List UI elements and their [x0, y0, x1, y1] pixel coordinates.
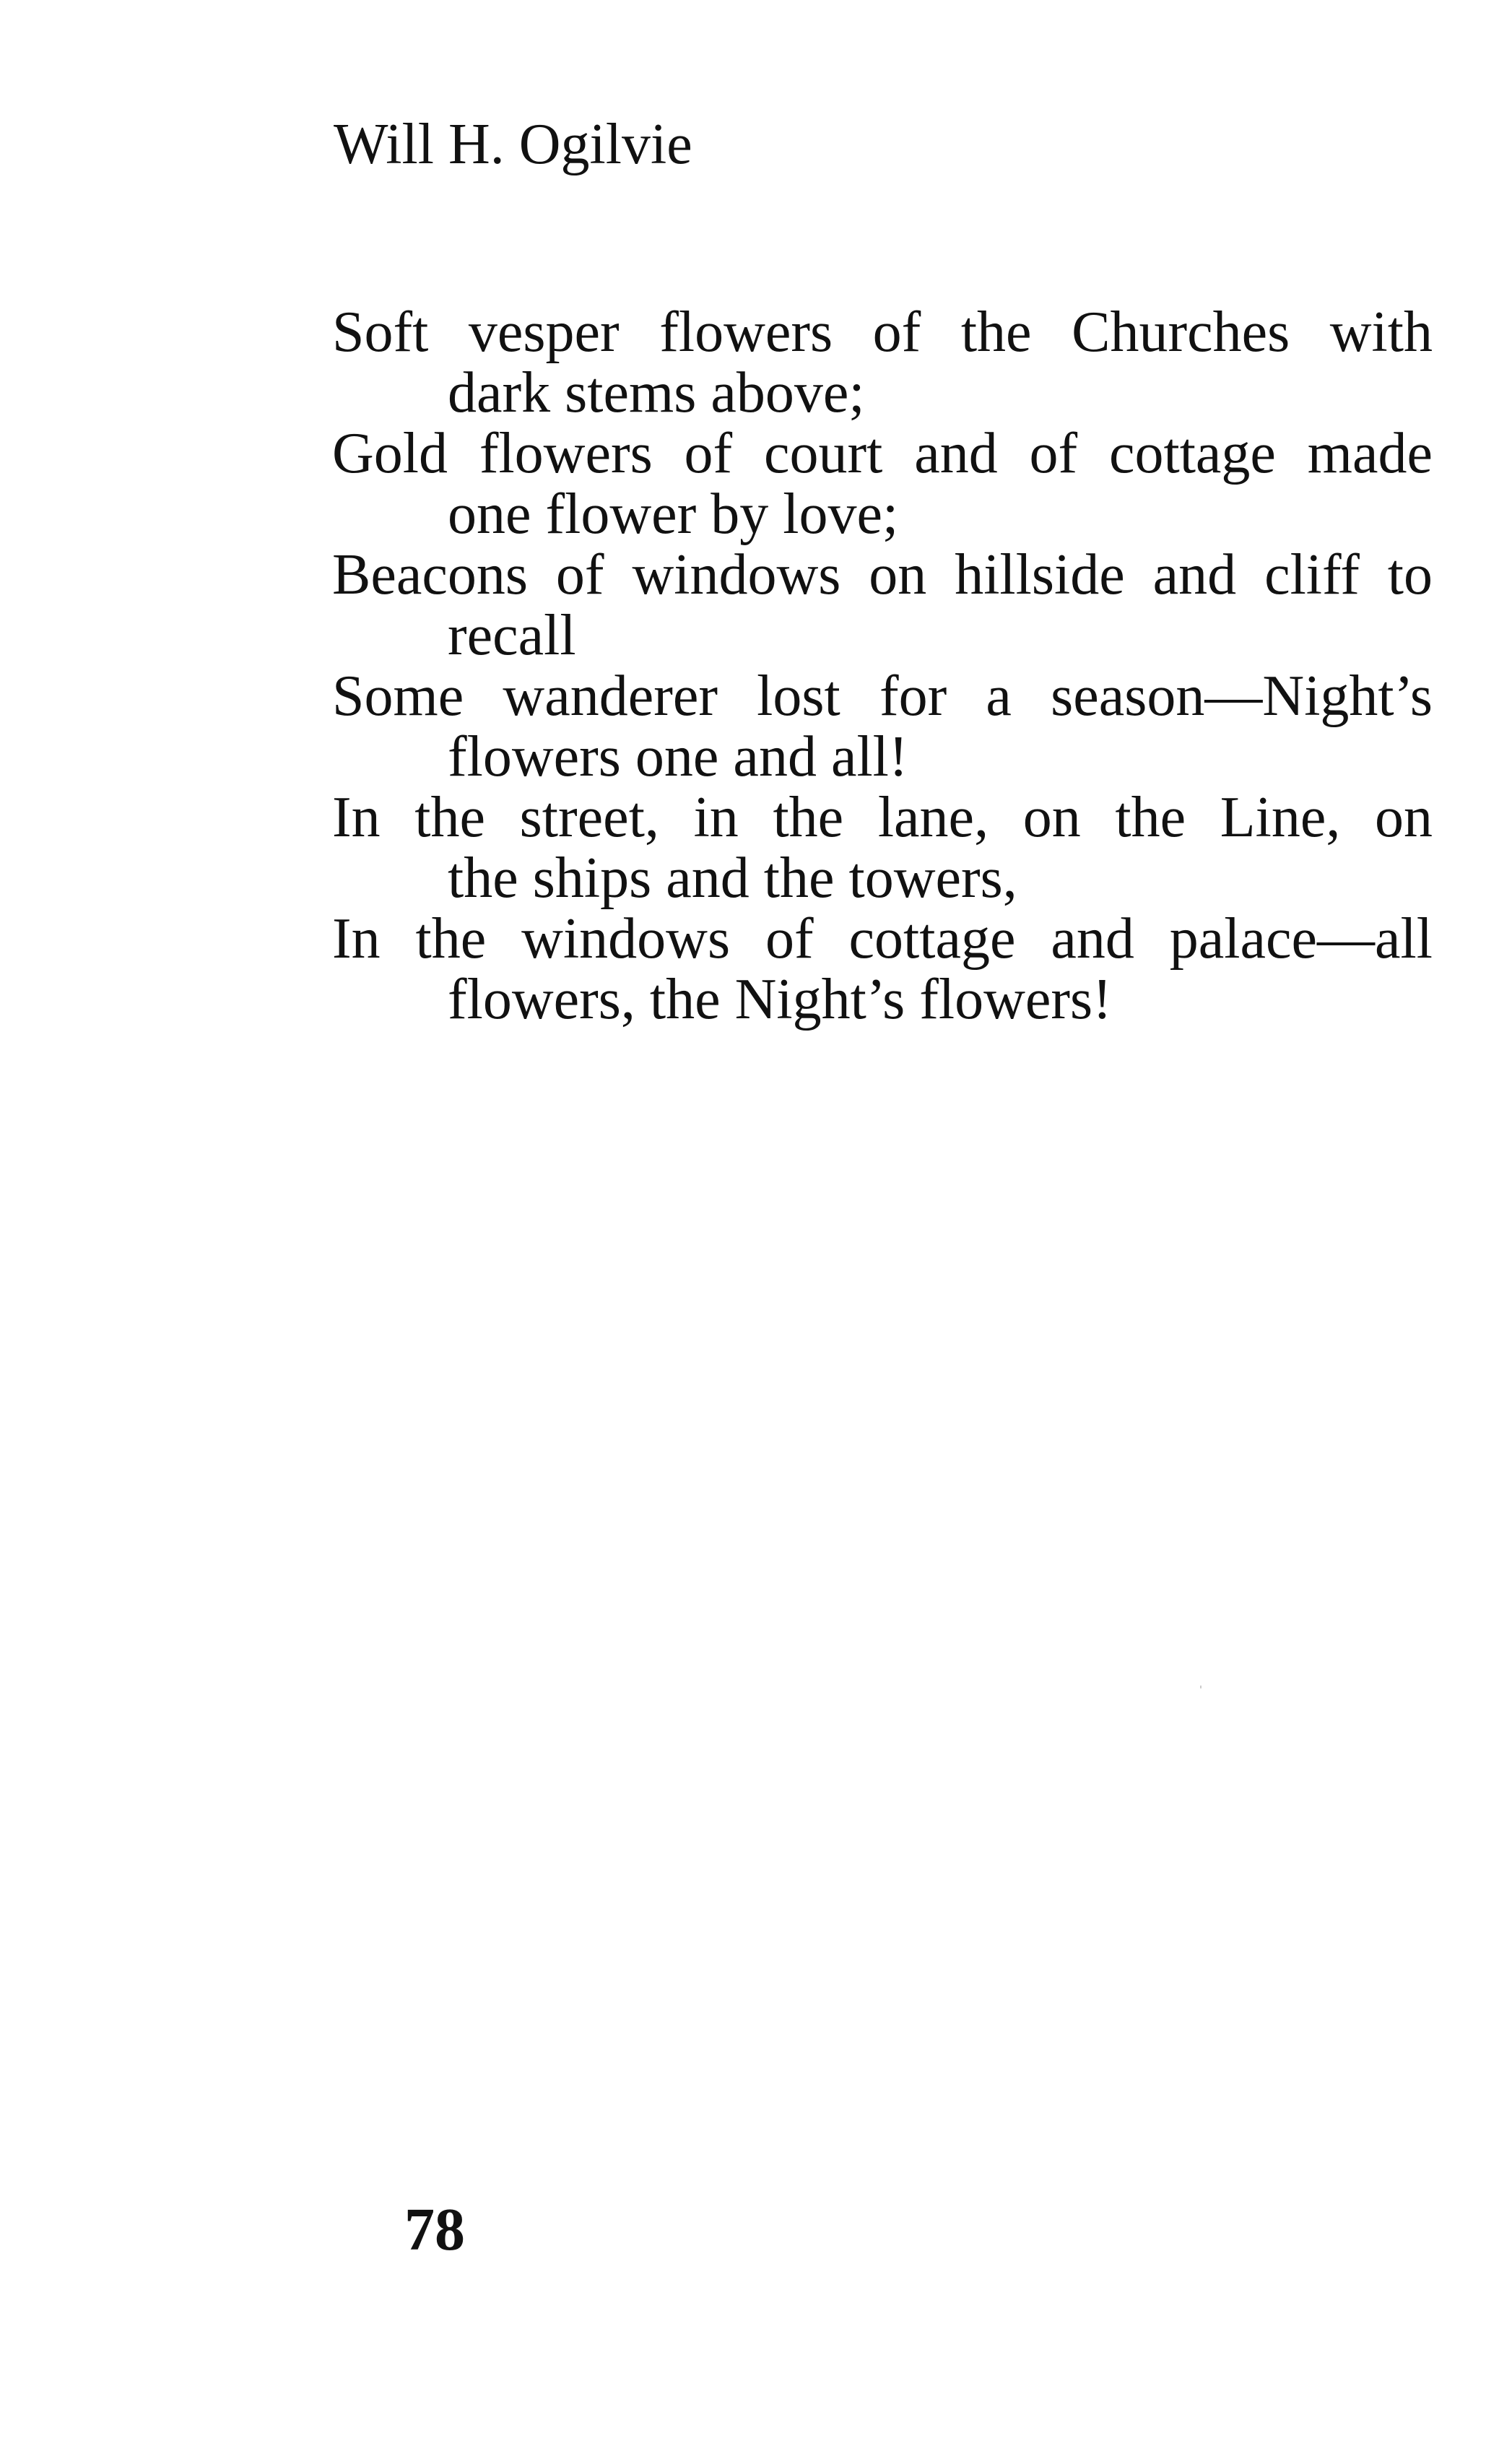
poem-line-4: [332, 666, 1433, 787]
poem-line-6: [332, 908, 1433, 1030]
poem-line-2-first: Gold flowers of court and of cottage made: [332, 422, 1433, 485]
poem-line-1: [332, 302, 1433, 423]
paper-speck: [1200, 1686, 1202, 1688]
poem-line-4-first: Some wanderer lost for a season—Night’s: [332, 664, 1433, 728]
page-number: 78: [404, 2196, 465, 2263]
poem-line-3-first: Beacons of windows on hillside and cliff to: [332, 543, 1433, 607]
poem-line-1-first: Soft vesper flowers of the Churches with: [332, 300, 1433, 364]
poem-line-3: [332, 545, 1433, 666]
poem-line-2: [332, 423, 1433, 545]
poem-line-3-continuation: recall: [448, 604, 576, 667]
poem-line-6-continuation: flowers, the Night’s flowers!: [448, 968, 1112, 1031]
poem-line-2-continuation: one flower by love;: [448, 482, 899, 546]
poem-line-5-continuation: the ships and the towers,: [448, 846, 1017, 910]
poem-line-1-continuation: dark stems above;: [448, 361, 865, 425]
poem-line-4-continuation: flowers one and all!: [448, 725, 908, 789]
poem-line-5-first: In the street, in the lane, on the Line, on: [332, 786, 1433, 849]
poem-stanza: [332, 302, 1433, 1030]
running-head-author: Will H. Ogilvie: [334, 113, 692, 176]
poem-line-6-first: In the windows of cottage and palace—all: [332, 907, 1433, 971]
poem-line-5: [332, 787, 1433, 908]
